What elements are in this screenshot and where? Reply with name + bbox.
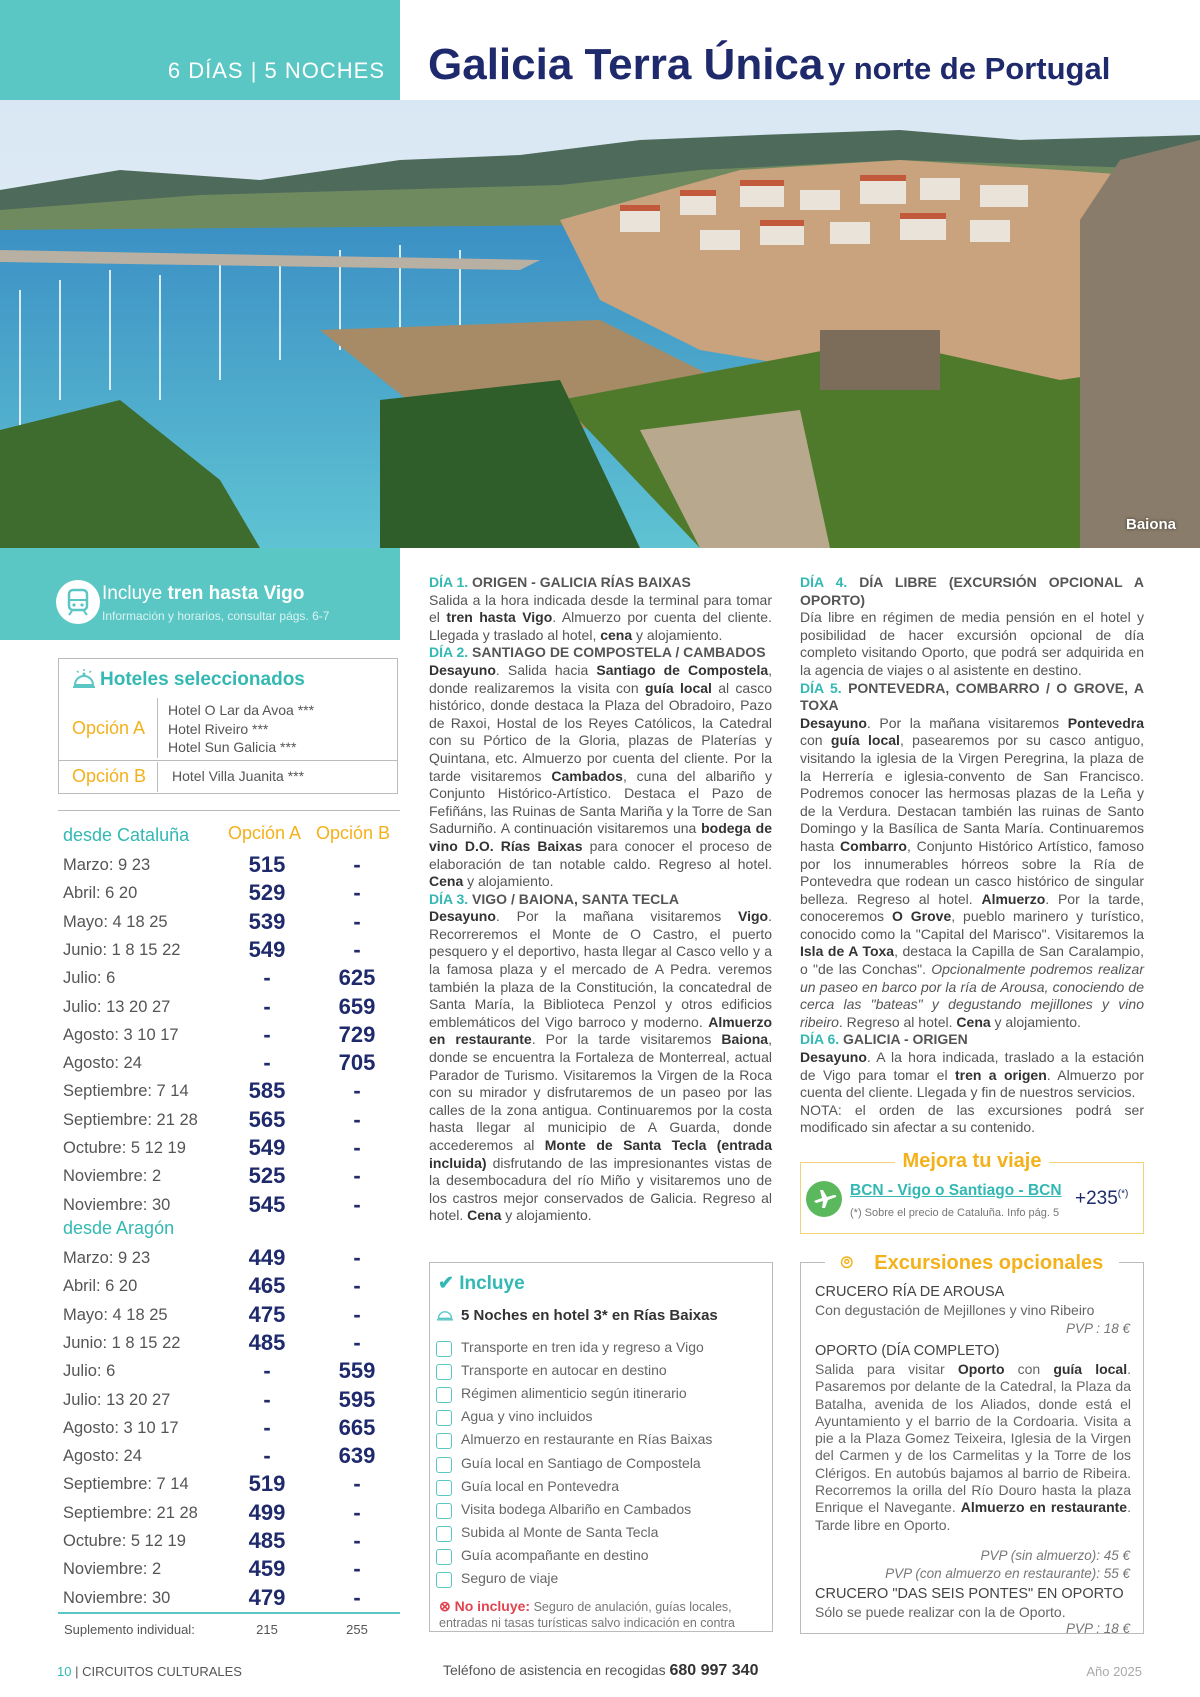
price-option-b: 705	[338, 1050, 376, 1076]
price-row	[58, 1584, 400, 1612]
price-row	[58, 1414, 400, 1442]
price-row	[58, 1162, 400, 1190]
price-option-a: 549	[248, 1135, 286, 1160]
footer-phone: Teléfono de asistencia en recogidas 680 997 340	[443, 1662, 759, 1679]
price-option-b: -	[353, 1191, 361, 1217]
itinerary-column-2	[800, 574, 1144, 1137]
day-heading: DÍA 5. PONTEVEDRA, COMBARRO / O GROVE, A TOXA	[800, 679, 1145, 714]
supplement-option-a: 215	[256, 1622, 278, 1637]
excursion-price: PVP (con almuerzo en restaurante): 55 €	[885, 1566, 1130, 1581]
column-header-option-a: Opción A	[228, 823, 302, 843]
departure-dates: Junio: 1 8 15 22	[63, 1333, 181, 1352]
includes-hotel: 5 Noches en hotel 3* en Rías Baixas	[461, 1307, 718, 1324]
price-row	[58, 1301, 400, 1329]
column-header-option-b: Opción B	[316, 823, 391, 843]
divider	[58, 760, 398, 761]
price-row	[58, 908, 400, 936]
map-pin-icon: ⌾	[833, 1252, 861, 1274]
price-option-a: 529	[248, 880, 286, 906]
includes-title: ✔ Incluye	[438, 1273, 525, 1294]
price-option-b: 659	[338, 993, 376, 1019]
departure-dates: Noviembre: 2	[63, 1560, 162, 1579]
excursion-name: OPORTO (DÍA COMPLETO)	[815, 1343, 1000, 1359]
price-option-b: -	[353, 1163, 361, 1189]
price-option-a: 539	[248, 908, 286, 934]
price-option-a: 485	[248, 1528, 286, 1553]
day-heading: DÍA 2. SANTIAGO DE COMPOSTELA / CAMBADOS	[429, 644, 766, 661]
option-a-hotels	[168, 701, 314, 757]
price-row	[58, 1134, 400, 1162]
not-included-label: ⊗ No incluye:	[439, 1598, 531, 1614]
price-option-b: 639	[338, 1443, 376, 1469]
price-row	[58, 879, 400, 907]
excursion-name: CRUCERO RÍA DE AROUSA	[815, 1284, 1005, 1300]
not-included-text: Seguro de anulación, guías locales, entradas ni tasas turísticas salvo indicación en contra	[439, 1600, 735, 1630]
divider	[157, 698, 158, 758]
plane-icon	[806, 1181, 842, 1217]
include-item: Guía acompañante en destino	[461, 1546, 649, 1563]
title-main: Galicia Terra Única	[428, 40, 824, 89]
departure-dates: Agosto: 24	[63, 1447, 142, 1466]
departure-dates: Octubre: 5 12 19	[63, 1139, 186, 1157]
price-option-a: 475	[248, 1301, 286, 1327]
price-option-a: -	[263, 1414, 271, 1440]
departure-dates: Mayo: 4 18 25	[63, 1305, 168, 1324]
departure-dates: Agosto: 3 10 17	[63, 1418, 179, 1437]
include-item: Guía local en Pontevedra	[461, 1477, 619, 1494]
price-option-a: 519	[248, 1471, 286, 1497]
price-option-a: 549	[248, 936, 286, 962]
hero-photo	[0, 100, 1200, 548]
price-option-b: 625	[338, 965, 376, 991]
price-option-b: -	[353, 1135, 361, 1160]
supplement-label: Suplemento individual:	[64, 1622, 195, 1637]
title-sub: y norte de Portugal	[827, 51, 1111, 86]
price-row	[58, 1106, 400, 1134]
upgrade-title: Mejora tu viaje	[800, 1150, 1144, 1173]
day-heading: DÍA 6. GALICIA - ORIGEN	[800, 1031, 968, 1048]
page-title	[428, 40, 1110, 90]
price-option-b: -	[353, 1301, 361, 1327]
price-option-a: -	[263, 1386, 271, 1412]
price-row	[58, 1470, 400, 1498]
include-item-icon	[436, 1572, 452, 1588]
include-item-icon	[436, 1387, 452, 1403]
hotels-title: Hoteles seleccionados	[100, 669, 305, 690]
supplement-option-b: 255	[346, 1622, 368, 1637]
include-item: Seguro de viaje	[461, 1570, 559, 1586]
price-option-b: -	[353, 1499, 361, 1525]
departure-dates: Marzo: 9 23	[63, 1249, 151, 1267]
departure-dates: Junio: 1 8 15 22	[63, 940, 181, 959]
price-option-a: -	[263, 1443, 271, 1469]
departure-dates: Abril: 6 20	[63, 884, 138, 903]
departure-dates: Julio: 13 20 27	[63, 1390, 171, 1409]
excursion-price: PVP : 18 €	[1065, 1321, 1130, 1336]
departure-dates: Septiembre: 21 28	[63, 1110, 198, 1129]
price-row	[58, 851, 400, 879]
hotel-bell-icon	[436, 1306, 454, 1327]
upgrade-note: (*) Sobre el precio de Cataluña. Info pág. 5	[850, 1207, 1060, 1219]
price-option-a: 585	[248, 1078, 286, 1104]
price-option-a: 479	[248, 1584, 286, 1610]
include-item-icon	[436, 1457, 452, 1473]
region-heading: desde Aragón	[63, 1218, 175, 1238]
day-text: Día libre en régimen de media pensión en el hotel y posibilidad de hacer excursión opcional de día completo visitando Oporto, que podrá ser adquirida en la agencia de viajes o al asistente en destino.	[800, 609, 1144, 678]
divider	[58, 1612, 400, 1614]
photo-caption: Baiona	[1125, 516, 1176, 533]
include-item: Régimen alimenticio según itinerario	[461, 1385, 687, 1402]
include-item-icon	[436, 1526, 452, 1542]
departure-dates: Julio: 6	[63, 969, 116, 988]
include-item-icon	[436, 1480, 452, 1496]
price-row	[58, 1357, 400, 1385]
departure-dates: Noviembre: 30	[63, 1588, 171, 1607]
hotel-name: Hotel O Lar da Avoa ***	[168, 702, 315, 718]
not-included	[439, 1598, 769, 1631]
price-option-a: -	[263, 1050, 271, 1076]
day-text: Salida a la hora indicada desde la terminal para tomar el tren hasta Vigo. Almuerzo por cuenta del cliente. Llegada y traslado al hotel, cena y alojamiento.	[429, 591, 772, 643]
departure-dates: Agosto: 24	[63, 1054, 142, 1073]
price-option-b: -	[353, 1528, 361, 1553]
price-option-b: 729	[338, 1021, 376, 1047]
price-option-a: -	[263, 993, 271, 1019]
price-option-b: -	[353, 1078, 361, 1104]
departure-dates: Noviembre: 30	[63, 1195, 171, 1214]
price-table	[58, 810, 400, 1629]
include-item: Agua y vino incluidos	[461, 1408, 593, 1425]
itinerary-column-1	[429, 574, 772, 1225]
price-option-a: 545	[248, 1191, 286, 1217]
include-item-icon	[436, 1549, 452, 1565]
include-item: Visita bodega Albariño en Cambados	[461, 1500, 692, 1517]
excursion-desc: Salida para visitar Oporto con guía local. Pasaremos por delante de la Catedral, la Plaza da Batalha, avenida de los Aliados, donde está el Ayuntamiento y el barrio de la Cordoaria. Visita a pie a la Plaza Gomez Teixeira, Iglesia de la Virgen del Carmen y de los Carmelitas y la Torre de los Clérigos. En autobús bajamos al barrio de Ribeira. Recorremos la orilla del Río Douro hasta la plaza Enrique el Navegante. Almuerzo en restaurante. Tarde libre en Oporto.	[815, 1361, 1131, 1533]
departure-dates: Agosto: 3 10 17	[63, 1025, 179, 1044]
departure-dates: Julio: 13 20 27	[63, 997, 171, 1016]
price-row	[58, 1077, 400, 1105]
price-option-a: 565	[248, 1106, 286, 1132]
departure-dates: Abril: 6 20	[63, 1277, 138, 1296]
train-title: Incluye tren hasta Vigo	[102, 583, 305, 604]
price-option-b: -	[353, 1556, 361, 1582]
page-number: 10	[57, 1664, 72, 1679]
day-text: Desayuno. Por la mañana visitaremos Vigo. Recorreremos el Monte de O Castro, el puerto pesquero y el deportivo, hasta llegar al Casco vello y a la famosa plaza y el mercado de A Pedra. veremos también la plaza de la Constitución, la concatedral de Santa María, la Biblioteca Penzol y otros edificios emblemáticos del Vigo barroco y moderno. Almuerzo en restaurante. Por la tarde visitaremos Baiona, donde se encuentra la Fortaleza de Monterreal, actual Parador de Turismo. Visitaremos la Virgen de la Roca con su mirador y disfrutaremos de un paseo por las calles de la zona antigua. Continuaremos por la costa hasta llegar al municipio de A Guarda, donde accederemos al Monte de Santa Tecla (entrada incluida) disfrutando de las impresionantes vistas de la desembocadura del río Miño y visitaremos uno de los castros mejor conservados de Galicia. Regreso al hotel. Cena y alojamiento.	[429, 908, 772, 1224]
price-row	[58, 1527, 400, 1555]
day-heading: DÍA 3. VIGO / BAIONA, SANTA TECLA	[429, 890, 679, 907]
include-item-icon	[436, 1341, 452, 1357]
price-option-a: 459	[248, 1556, 286, 1582]
price-option-b: -	[353, 1329, 361, 1355]
include-item-icon	[436, 1503, 452, 1519]
departure-dates: Julio: 6	[63, 1362, 116, 1381]
x-circle-icon: ⊗	[439, 1598, 451, 1614]
price-row	[58, 1272, 400, 1300]
hotel-name: Hotel Sun Galicia ***	[168, 739, 297, 755]
price-option-b: -	[353, 852, 361, 877]
price-row	[58, 1329, 400, 1357]
price-row	[58, 1555, 400, 1583]
note: NOTA: el orden de las excursiones podrá ser modificado sin afectar a su contenido.	[800, 1101, 1144, 1136]
trip-duration: 6 DÍAS | 5 NOCHES	[167, 58, 385, 83]
include-item-icon	[436, 1410, 452, 1426]
price-row	[58, 936, 400, 964]
departure-dates: Septiembre: 21 28	[63, 1503, 198, 1522]
train-note: Información y horarios, consultar págs. 6-7	[102, 609, 330, 623]
price-row	[58, 1386, 400, 1414]
price-option-b: -	[353, 908, 361, 934]
excursion-price: PVP (sin almuerzo): 45 €	[980, 1548, 1130, 1563]
include-item: Transporte en tren ida y regreso a Vigo	[461, 1339, 704, 1355]
option-b-label: Opción B	[72, 766, 147, 786]
price-option-a: 515	[248, 852, 286, 877]
region-heading: desde Cataluña	[63, 825, 190, 845]
price-option-b: 595	[338, 1386, 376, 1412]
departure-dates: Mayo: 4 18 25	[63, 912, 168, 931]
header-band	[0, 0, 400, 100]
price-row	[58, 1442, 400, 1470]
divider	[157, 762, 158, 792]
excursions-title: ⌾ Excursiones opcionales	[800, 1252, 1144, 1275]
price-option-a: -	[263, 1021, 271, 1047]
price-row	[58, 1021, 400, 1049]
departure-dates: Septiembre: 7 14	[63, 1475, 189, 1494]
option-b-hotel: Hotel Villa Juanita ***	[172, 768, 305, 784]
price-option-a: 525	[248, 1163, 286, 1189]
excursion-price: PVP : 18 €	[1065, 1621, 1130, 1636]
price-option-b: -	[353, 936, 361, 962]
price-row	[58, 1244, 400, 1272]
price-option-a: 499	[248, 1499, 286, 1525]
day-heading: DÍA 4. DÍA LIBRE (EXCURSIÓN OPCIONAL A OPORTO)	[800, 574, 1145, 608]
include-item-icon	[436, 1433, 452, 1449]
footer-section: 10 | CIRCUITOS CULTURALES	[57, 1664, 242, 1679]
price-option-b: -	[353, 1245, 361, 1270]
price-row	[58, 1499, 400, 1527]
price-row	[58, 1191, 400, 1219]
excursion-desc: Con degustación de Mejillones y vino Ribeiro	[815, 1302, 1095, 1318]
train-icon	[56, 580, 100, 624]
day-heading: DÍA 1. ORIGEN - GALICIA RÍAS BAIXAS	[429, 574, 691, 590]
day-text: Desayuno. A la hora indicada, traslado a la estación de Vigo para tomar el tren a origen. Almuerzo por cuenta del cliente. Llegada y fin de nuestros servicios.	[800, 1049, 1144, 1101]
include-item: Transporte en autocar en destino	[461, 1362, 667, 1379]
departure-dates: Noviembre: 2	[63, 1167, 162, 1186]
include-item: Subida al Monte de Santa Tecla	[461, 1523, 659, 1540]
include-item: Guía local en Santiago de Compostela	[461, 1454, 701, 1471]
hotel-name: Hotel Riveiro ***	[168, 720, 269, 737]
excursion-desc: Sólo se puede realizar con la de Oporto.	[815, 1604, 1066, 1620]
price-option-b: 665	[338, 1414, 376, 1440]
departure-dates: Marzo: 9 23	[63, 856, 151, 874]
check-icon: ✔	[438, 1273, 454, 1294]
hotel-bell-icon	[72, 668, 96, 695]
price-option-b: -	[353, 1584, 361, 1610]
upgrade-price: +235(*)	[1075, 1188, 1129, 1209]
price-option-a: -	[263, 965, 271, 991]
price-row	[58, 993, 400, 1021]
price-option-b: 559	[338, 1358, 376, 1384]
day-text: Desayuno. Salida hacia Santiago de Compostela, donde realizaremos la visita con guía local al casco histórico, donde destaca la Plaza del Obradoiro, Pazo de Raxoi, Hostal de los Reyes Católicos, la Catedral con su Pórtico de la Gloria, plazas de Platerías y Quintana, etc. Almuerzo por cuenta del cliente. Por la tarde visitaremos Cambados, cuna del albariño y Conjunto Histórico-Artístico. Destaca el Pazo de Fefiñáns, las Ruinas de Santa Mariña y la Torre de San Sadurniño. A continuación visitaremos una bodega de vino D.O. Rías Baixas para conocer el proceso de elaboración de tan notable caldo. Regreso al hotel. Cena y alojamiento.	[429, 661, 773, 890]
footer-year: Año 2025	[1086, 1664, 1142, 1679]
price-row	[58, 1049, 400, 1077]
price-option-a: 465	[248, 1273, 286, 1299]
price-option-b: -	[353, 1273, 361, 1299]
departure-dates: Septiembre: 7 14	[63, 1082, 189, 1101]
departure-dates: Octubre: 5 12 19	[63, 1532, 186, 1550]
option-a-label: Opción A	[72, 718, 146, 738]
include-item: Almuerzo en restaurante en Rías Baixas	[461, 1431, 713, 1448]
excursion-name: CRUCERO "DAS SEIS PONTES" EN OPORTO	[815, 1586, 1124, 1602]
price-option-a: -	[263, 1358, 271, 1384]
price-option-b: -	[353, 1106, 361, 1132]
price-option-b: -	[353, 1471, 361, 1497]
upgrade-route-link[interactable]: BCN - Vigo o Santiago - BCN	[850, 1182, 1062, 1199]
price-option-a: 485	[248, 1329, 286, 1355]
price-option-b: -	[353, 880, 361, 906]
day-text: Desayuno. Por la mañana visitaremos Pontevedra con guía local, pasearemos por su casco antiguo, visitando la iglesia de la Virgen Peregrina, la plaza de la Herrería e iglesia-convento de San Francisco. Podremos conocer las hermosas plazas de la Leña y de la Verdura. Destacan también las ruinas de Santo Domingo y la Basílica de Santa María. Continuaremos hasta Combarro, Conjunto Histórico Artístico, famoso por los innumerables hórreos sobre la Ría de Pontevedra que rodean un casco histórico de singular belleza. Regreso al hotel. Almuerzo. Por la tarde, conoceremos O Grove, pueblo marinero y turístico, conocido como la "Capital del Marisco". Visitaremos la Isla de A Toxa, destaca la Capilla de San Caralampio, o "de las Conchas". Opcionalmente podremos realizar un paseo en barco por la ría de Arousa, conociendo de cerca las "bateas" y degustando mejillones y vino ribeiro. Regreso al hotel. Cena y alojamiento.	[800, 714, 1144, 1030]
price-row	[58, 964, 400, 992]
price-option-a: 449	[248, 1245, 286, 1270]
include-item-icon	[436, 1364, 452, 1380]
